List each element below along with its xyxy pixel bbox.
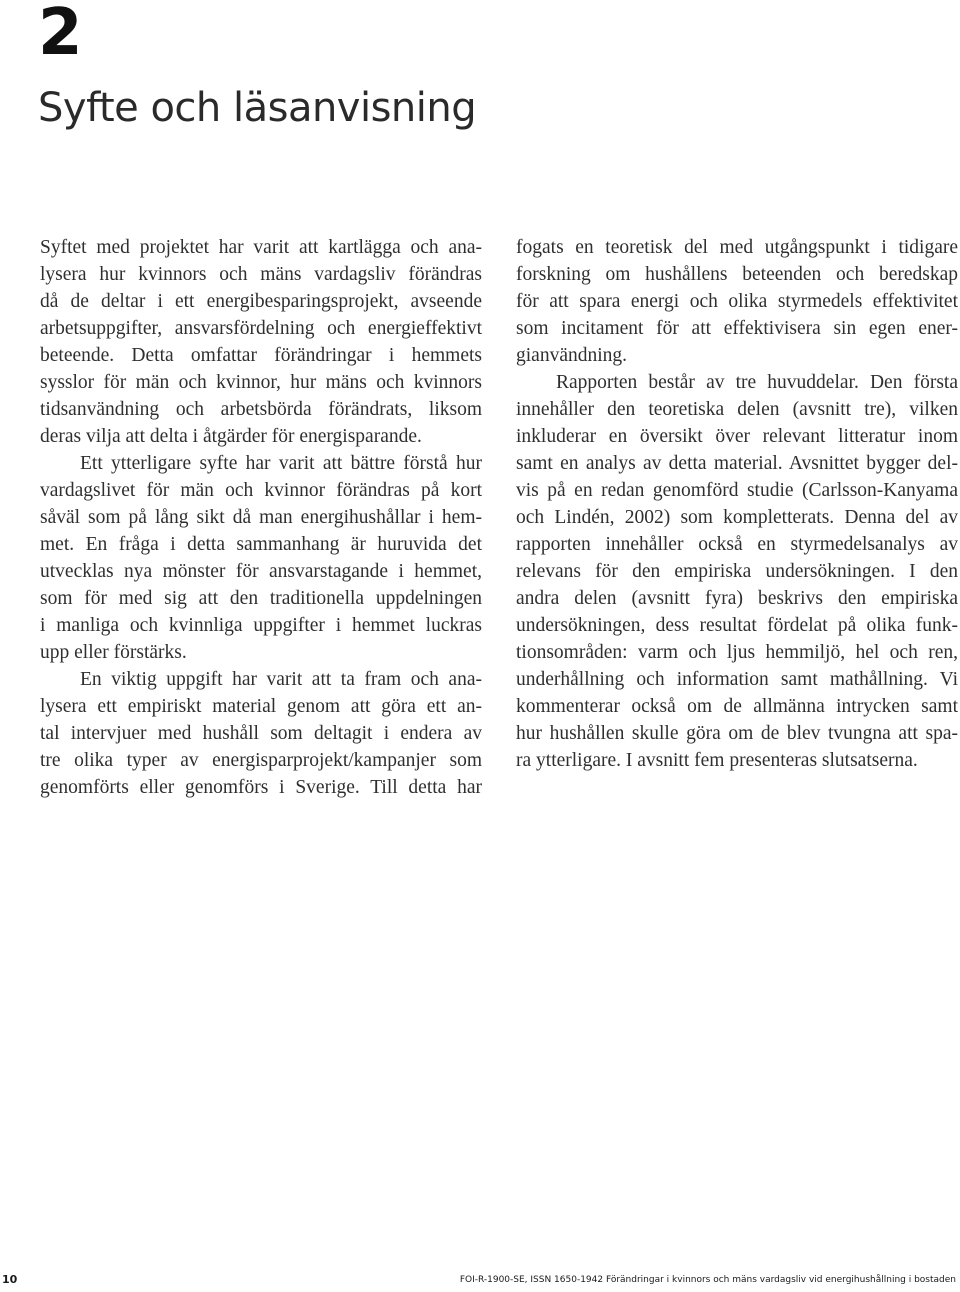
text-line: genomförts eller genomförs i Sverige. Till detta har [40,777,482,798]
running-footer: FOI-R-1900-SE, ISSN 1650-1942 Förändringar i kvinnors och mäns vardagsliv vid energihushållning i bostaden [459,1275,956,1285]
text-line: ra ytterligare. I avsnitt fem presenteras slutsatserna. [516,750,918,771]
left-text-column [40,234,482,801]
text-line: deras vilja att delta i åtgärder för energisparande. [40,426,422,447]
text-line: relevans för den empiriska undersökningen. I den [516,561,958,582]
chapter-number: 2 [38,0,81,70]
text-line: undersökningen, dess resultat fördelat på olika funk- [516,615,958,636]
text-line: hur hushållen skulle göra om de blev tvungna att spa- [516,723,958,744]
text-line: arbetsuppgifter, ansvarsfördelning och energieffektivt [40,318,482,339]
text-line: utvecklas nya mönster för ansvarstagande i hemmet, [40,561,482,582]
text-line: inkluderar en översikt över relevant litteratur inom [516,426,958,447]
text-line: fogats en teoretisk del med utgångspunkt i tidigare [516,237,958,258]
text-line: innehåller den teoretiska delen (avsnitt tre), vilken [516,399,958,420]
text-line: lysera hur kvinnors och mäns vardagsliv förändras [40,264,482,285]
text-line: vardagslivet för män och kvinnor förändras på kort [40,480,482,501]
text-line: såväl som på lång sikt då man energihushållar i hem- [40,507,482,528]
text-line: Rapporten består av tre huvuddelar. Den första [556,372,958,393]
text-line: vis på en redan genomförd studie (Carlsson-Kanyama [516,480,958,501]
right-text-column [516,234,958,774]
text-line: underhållning och information samt mathållning. Vi [516,669,958,690]
text-line: upp eller förstärks. [40,642,187,663]
text-line: tal intervjuer med hushåll som deltagit i endera av [40,723,482,744]
text-line: lysera ett empiriskt material genom att göra ett an- [40,696,482,717]
chapter-title: Syfte och läsanvisning [38,85,477,131]
text-line: som för med sig att den traditionella uppdelningen [40,588,482,609]
text-line: andra delen (avsnitt fyra) beskrivs den empiriska [516,588,958,609]
text-line: rapporten innehåller också en styrmedelsanalys av [516,534,958,555]
text-line: för att spara energi och olika styrmedels effektivitet [516,291,958,312]
page-number: 10 [2,1273,18,1286]
text-line: tionsområden: varm och ljus hemmiljö, hel och ren, [516,642,958,663]
text-line: tre olika typer av energisparprojekt/kampanjer som [40,750,482,771]
text-line: som incitament för att effektivisera sin egen ener- [516,318,958,339]
text-line: då de deltar i ett energibesparingsprojekt, avseende [40,291,482,312]
text-line: samt en analys av detta material. Avsnittet bygger del- [516,453,958,474]
text-line: met. En fråga i detta sammanhang är huruvida det [40,534,482,555]
text-line: forskning om hushållens beteenden och beredskap [516,264,958,285]
text-line: Ett ytterligare syfte har varit att bättre förstå hur [80,453,482,474]
text-line: Syftet med projektet har varit att kartlägga och ana- [40,237,482,258]
text-line: tidsanvändning och arbetsbörda förändrats, liksom [40,399,482,420]
text-line: i manliga och kvinnliga uppgifter i hemmet luckras [40,615,482,636]
text-line: sysslor för män och kvinnor, hur mäns och kvinnors [40,372,482,393]
text-line: En viktig uppgift har varit att ta fram och ana- [80,669,482,690]
text-line: och Lindén, 2002) som kompletterats. Denna del av [516,507,958,528]
text-line: beteende. Detta omfattar förändringar i hemmets [40,345,482,366]
text-line: kommenterar också om de allmänna intrycken samt [516,696,958,717]
text-line: gianvändning. [516,345,628,366]
